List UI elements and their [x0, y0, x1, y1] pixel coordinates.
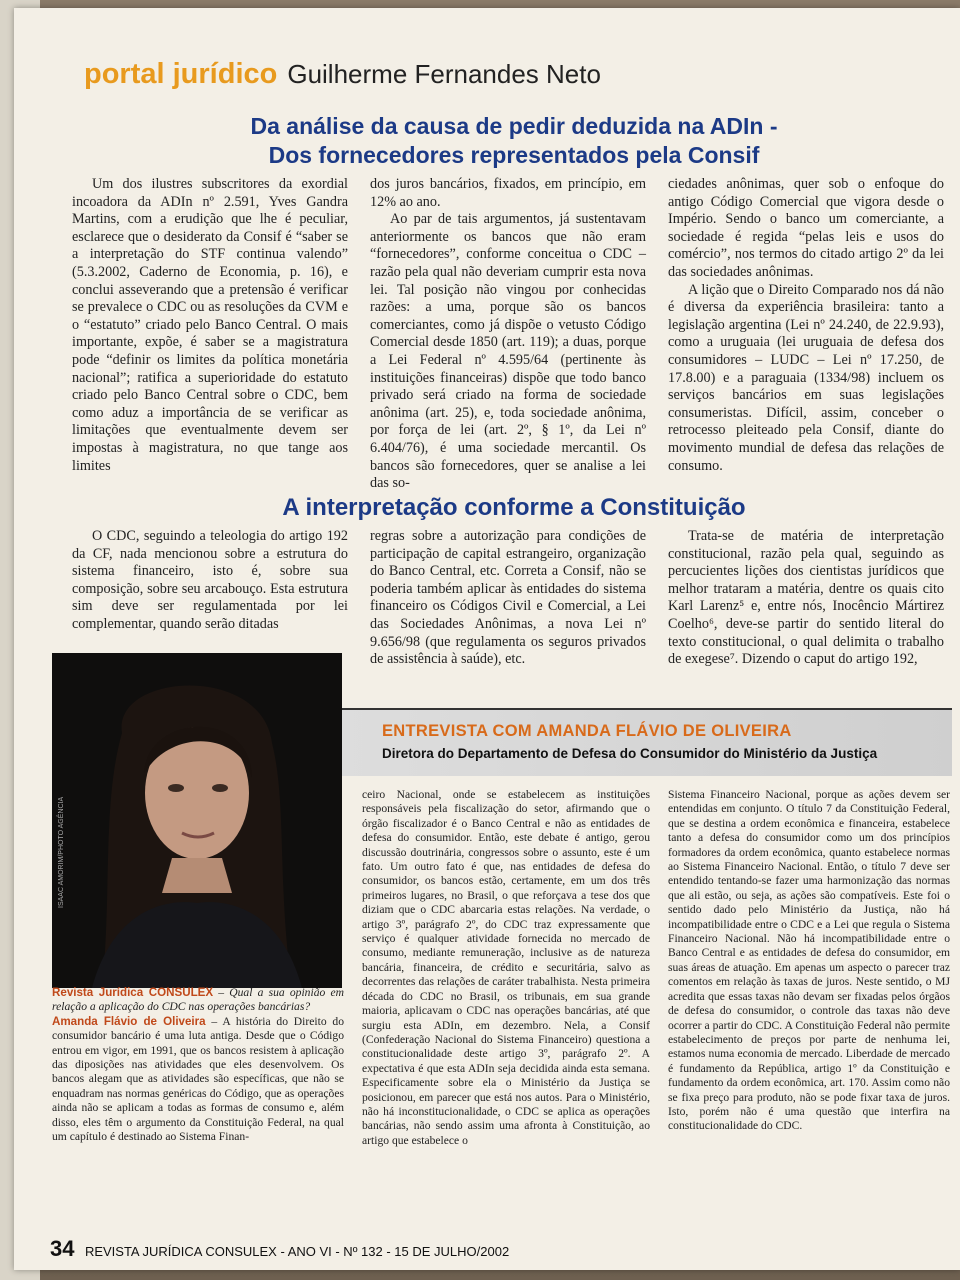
paragraph: O CDC, seguindo a teleologia do artigo 192 da CF, nada mencionou sobre a estrutura do sistema financeiro, isto é, sobre sua composição, sobre seu arcabouço. Esta estrutura sim deve ser regulamentada por lei complementar, quando serão ditadas [72, 528, 348, 632]
headline-line-1: Da análise da causa de pedir deduzida na ADIn - [250, 113, 778, 139]
paragraph: ciedades anônimas, quer sob o enfoque do antigo Código Comercial que vigora desde o Império. Sendo o banco um comerciante, a sociedade é regida “pelas leis e usos do comércio”, nos termos do citado artigo 2º da lei das sociedades anônimas. [668, 176, 944, 280]
interview-subtitle: Diretora do Departamento de Defesa do Consumidor do Ministério da Justiça [382, 746, 878, 761]
mid-column-1 [72, 528, 348, 634]
paragraph: regras sobre a autorização para condições de participação de capital estrangeiro, organização do Banco Central, etc. Correta a Consif, não se poderia também aplicar às entidades do sistema financeiro os Códigos Civil e Comercial, a Lei das Sociedades Anônimas, a nova Lei nº 9.656/98 (que regulamenta os seguros privados de assistência à saúde), etc. [370, 528, 646, 668]
photo-credit: ISAAC AMORIM/PHOTO AGÊNCIA [58, 796, 65, 908]
paragraph: Trata-se de matéria de interpretação constitucional, razão pela qual, seguindo as percucientes lições dos cientistas jurídicos que melhor trataram a matéria, dentre os quais cito Karl Larenz⁵ e, entre nós, Inocêncio Mártirez Coelho⁶, deve-se partir do sentido literal do texto constitucional, o qual delimita o trabalho de exegese⁷. Dizendo o caput do artigo 192, [668, 528, 944, 668]
top-column-2 [370, 176, 646, 493]
paragraph: Sistema Financeiro Nacional, porque as ações devem ser entendidas em conjunto. O título 7 da Constituição Federal, que se destina a ordem econômica e financeira, estabelece tanto a defesa do consumidor como um dos princípios formadores da ordem econômica, quanto estabelece normas ao Sistema Financeiro Nacional. Então, o título 7 deve ser entendido tentando-se fazer uma harmonização das normas que ali estão, ou seja, as ações são compatíveis. Este foi o sentido dado pelo Ministério da Justiça, não há incompatibilidade entre o CDC e a Lei que regula o Sistema Financeiro Nacional. Não há incompatibilidade entre o Banco Central e as entidades de defesa do consumidor, em suas áreas de atuação. Em apenas um aspecto o parecer traz comentos em relação às taxas de juros. Neste sentido, o MJ acredita que essas taxas não devam ser fixadas pelos órgãos de defesa do consumidor, o controle das taxas não deve ocorrer a partir do CDC. A Constituição Federal não permite estabelecimento de preços por parte de nenhuma lei, estamos numa economia de mercado. Liberdade de mercado é fundamento da República, artigo 1º da Constituição e fundamento da ordem econômica, art. 170. Assim como não se fixa preço para produto, não se pode fixar taxa de juros. Isto, porém não é uma questão que interfira na constitucionalidade do CDC. [668, 788, 950, 1133]
interview-title: ENTREVISTA COM AMANDA FLÁVIO DE OLIVEIRA [382, 722, 792, 740]
portrait-illustration [52, 653, 342, 988]
top-column-3 [668, 176, 944, 475]
top-column-1 [72, 176, 348, 475]
paragraph: A lição que o Direito Comparado nos dá não é diversa da experiência brasileira: tanto a legislação argentina (Lei nº 24.240, de 22.9.93), como a uruguaia (lei uruguaia de defesa dos consumidores – LUDC – Lei nº 17.250, de 17.8.00) e a paraguaia (1334/98) incluem os serviços bancários em suas legislações consumeristas. Difícil, assim, conceber o retrocesso pleiteado pela Consif, diante do movimento mundial de defesa das relações de consumo. [668, 281, 944, 474]
paragraph: ceiro Nacional, onde se estabelecem as instituições responsáveis pela fiscalização do setor, afirmando que o órgão fiscalizador é o Banco Central e não as entidades de defesa do consumidor. Então, este debate é antigo, gerou discussão doutrinária, congressos sobre o assunto, este é um fato. Um outro fato é que, nas entidades de defesa do consumidor, os bancos estão, certamente, em um dos três primeiros lugares, no Brasil, o que reforçava a tese dos que diziam que o CDC abarcaria estas relações. Na verdade, o artigo 3º, parágrafo 2º, do CDC traz expressamente que serviço é qualquer atividade fornecida no mercado de consumo, mediante remuneração, inclusive as de natureza bancária, financeira, de crédito e securitária, salvo as decorrentes das relações de caráter trabalhista. Nesta primeira década do CDC no Brasil, os tribunais, em sua grande maioria, aplicavam o CDC nas operações bancárias, até que surgiu esta ADIn, em dezembro. Nela, a Consif (Confederação Nacional do Sistema Financeiro) questiona a constitucionalidade deste artigo 3º, parágrafo 2º. A expectativa é que esta ADIn seja decidida ainda esta semana. Especificamente sobre ela o Ministério da Justiça se posicionou, em parecer que está nos autos. Para o Ministério, não há inconstitucionalidade, o CDC se aplica as operações bancárias, não sendo assim uma afronta à Constituição, ao artigo que estabelece o [362, 788, 650, 1147]
mid-column-3 [668, 528, 944, 669]
paragraph: Ao par de tais argumentos, já sustentavam anteriormente os bancos que não eram “fornecedores”, conforme conceitua o CDC – razão pela qual não deveriam cumprir esta nova lei. Tal posição não vingou por conhecidas razões: a uma, porque são os bancos comerciantes, como já dispõe o vetusto Código Comercial desde 1850 (art. 119); a duas, porque a Lei Federal nº 4.595/64 (pertinente às instituições financeiras) dispõe que todo banco privado será criado na forma de sociedade anônima (art. 25), e, toda sociedade anônima, por força de lei (art. 2º, § 1º, da Lei nº 6.404/76), é uma sociedade mercantil. Os bancos são fornecedores, quer se analise a lei das so- [370, 211, 646, 492]
footer-publication: REVISTA JURÍDICA CONSULEX - ANO VI - Nº 132 - 15 DE JULHO/2002 [84, 1244, 510, 1259]
section-label: portal jurídico [84, 58, 278, 90]
question-text: – Qual a sua opinião em relação a aplicação do CDC nas operações bancárias? [52, 986, 344, 1014]
paragraph: Um dos ilustres subscritores da exordial incoadora da ADIn nº 2.591, Yves Gandra Martins, com a erudição que lhe é peculiar, esclarece que o desiderato da Consif é “saber se a interpretação do STF continua valendo” (5.3.2002, Caderno de Economia, p. 16), e conclui asseverando que a pretensão é verificar se prevalece o CDC ou as resoluções da CVM e o “estatuto” criado pelo Banco Central. O mais importante, expõe, é saber se a magistratura pode “definir os limites da política monetária nacional”; ratifica a superioridade do estatuto criado pelo Banco Central sobre o CDC, bem como aduz a importância de se verificar as limitações que eventualmente devem ser impostas à magistratura, no que tange aos limites [72, 176, 348, 474]
mid-column-2 [370, 528, 646, 669]
interview-column-1 [52, 986, 344, 1144]
author-name: Guilherme Fernandes Neto [287, 59, 601, 89]
interview-banner [342, 708, 952, 776]
page-footer [50, 1236, 509, 1262]
article-headline [74, 112, 954, 170]
magazine-page [14, 8, 960, 1270]
section-subheading: A interpretação conforme a Constituição [282, 494, 746, 521]
answer-text: – A história do Direito do consumidor bancário é uma luta antiga. Desde que o Código entrou em vigor, em 1991, que os bancos resistem à aplicação das diposições nas atividades que eles desenvolvem. Os bancos alegam que as atividades são específicas, que não se enquadram nas normas genéricas do Código, que as operações ainda não se aplicam a todas as formas de consumo e, além disso, eles têm o argumento da Constituição Federal, na qual um capítulo é destinado ao Sistema Finan- [52, 1014, 344, 1144]
question-label: Revista Jurídica CONSULEX [52, 986, 214, 999]
page-header [84, 58, 601, 91]
interview-question [52, 986, 344, 1015]
paragraph: dos juros bancários, fixados, em princípio, em 12% ao ano. [370, 176, 646, 210]
page-number: 34 [50, 1236, 75, 1261]
interview-column-2 [362, 788, 650, 1148]
interview-column-3 [668, 788, 950, 1134]
headline-line-2: Dos fornecedores representados pela Consif [268, 142, 760, 168]
answer-label: Amanda Flávio de Oliveira [52, 1014, 206, 1028]
interviewee-photo [52, 653, 342, 988]
interview-answer [52, 1015, 344, 1145]
